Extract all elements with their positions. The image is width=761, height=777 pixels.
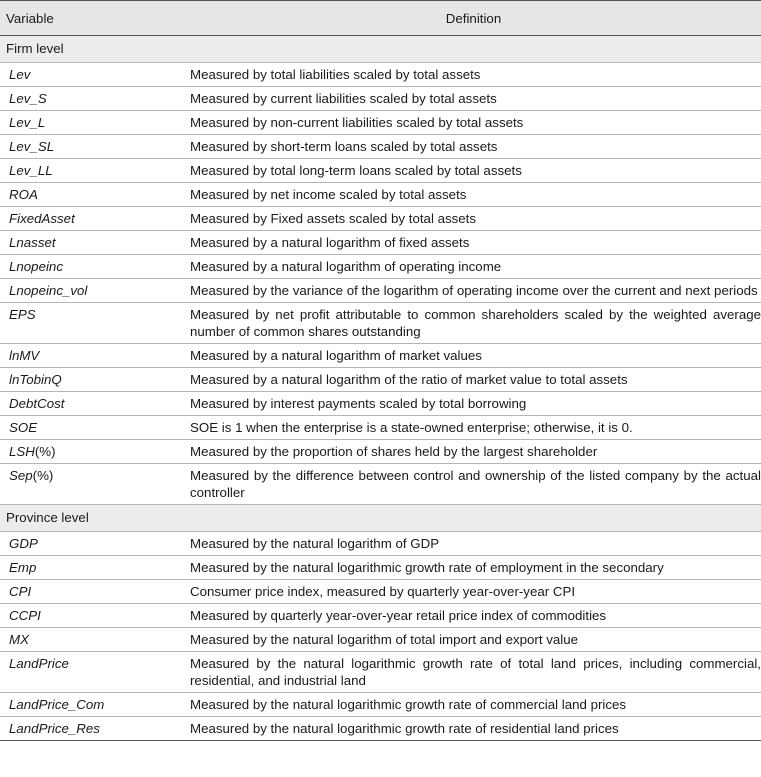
table-header — [0, 1, 761, 36]
definition-cell: Measured by the proportion of shares held by the largest shareholder — [186, 440, 761, 464]
table-row — [0, 580, 761, 604]
definition-cell: Measured by the natural logarithmic growth rate of employment in the secondary — [186, 556, 761, 580]
table-row — [0, 628, 761, 652]
variable-cell — [0, 416, 186, 440]
definition-cell: Measured by the natural logarithmic growth rate of total land prices, including commercial, residential, and industrial land — [186, 652, 761, 693]
variable-cell — [0, 392, 186, 416]
variable-cell — [0, 207, 186, 231]
variable-name: Sep — [9, 468, 33, 483]
definition-cell: Measured by current liabilities scaled by total assets — [186, 87, 761, 111]
variable-name: DebtCost — [9, 396, 65, 411]
section-title: Firm level — [0, 36, 761, 63]
definition-cell: Measured by the natural logarithmic growth rate of residential land prices — [186, 717, 761, 741]
variable-name: LandPrice_Com — [9, 697, 105, 712]
table-row — [0, 440, 761, 464]
table-row — [0, 652, 761, 693]
variable-cell — [0, 532, 186, 556]
table-row — [0, 135, 761, 159]
table-row — [0, 604, 761, 628]
table-row — [0, 344, 761, 368]
variable-cell — [0, 87, 186, 111]
variable-unit: (%) — [32, 468, 54, 483]
table-row — [0, 392, 761, 416]
variable-name: lnMV — [9, 348, 40, 363]
table-row — [0, 416, 761, 440]
table-row — [0, 183, 761, 207]
variable-name: Lev_L — [9, 115, 46, 130]
variable-name: Lnasset — [9, 235, 56, 250]
table-row — [0, 279, 761, 303]
table-row — [0, 368, 761, 392]
variable-cell — [0, 159, 186, 183]
variable-name: Lev_SL — [9, 139, 55, 154]
variable-name: FixedAsset — [9, 211, 75, 226]
variable-cell — [0, 464, 186, 505]
variable-cell — [0, 604, 186, 628]
table-body — [0, 36, 761, 741]
section-row — [0, 505, 761, 532]
table-row — [0, 532, 761, 556]
header-variable: Variable — [0, 1, 186, 36]
table-row — [0, 255, 761, 279]
variable-name: Lnopeinc — [9, 259, 63, 274]
variable-cell — [0, 556, 186, 580]
variable-name: EPS — [9, 307, 36, 322]
definition-cell: Measured by net profit attributable to common shareholders scaled by the weighted average number of common shares outstanding — [186, 303, 761, 344]
definition-cell: Measured by a natural logarithm of fixed assets — [186, 231, 761, 255]
variable-name: CPI — [9, 584, 32, 599]
variable-name: Lev — [9, 67, 31, 82]
definition-cell: Measured by the natural logarithm of total import and export value — [186, 628, 761, 652]
variable-cell — [0, 652, 186, 693]
definition-cell: Measured by the natural logarithm of GDP — [186, 532, 761, 556]
section-row — [0, 36, 761, 63]
table-row — [0, 464, 761, 505]
table-row — [0, 717, 761, 741]
table-row — [0, 556, 761, 580]
definition-cell: Measured by the difference between control and ownership of the listed company by the actual controller — [186, 464, 761, 505]
table-row — [0, 159, 761, 183]
variable-cell — [0, 111, 186, 135]
definition-cell: Measured by short-term loans scaled by total assets — [186, 135, 761, 159]
variable-cell — [0, 63, 186, 87]
variable-name: GDP — [9, 536, 38, 551]
variable-name: LandPrice — [9, 656, 69, 671]
table-row — [0, 111, 761, 135]
definition-cell: Measured by non-current liabilities scaled by total assets — [186, 111, 761, 135]
variable-name: CCPI — [9, 608, 41, 623]
variable-cell — [0, 255, 186, 279]
variable-cell — [0, 135, 186, 159]
definition-cell: Measured by total long-term loans scaled by total assets — [186, 159, 761, 183]
variable-name: ROA — [9, 187, 38, 202]
definition-cell: Measured by Fixed assets scaled by total assets — [186, 207, 761, 231]
variable-name: Lev_S — [9, 91, 47, 106]
variable-name: Lnopeinc_vol — [9, 283, 88, 298]
variable-cell — [0, 279, 186, 303]
definition-cell: Measured by the variance of the logarithm of operating income over the current and next periods — [186, 279, 761, 303]
definition-cell: Measured by total liabilities scaled by total assets — [186, 63, 761, 87]
table-row — [0, 87, 761, 111]
table-row — [0, 231, 761, 255]
variable-cell — [0, 693, 186, 717]
definition-cell: Measured by the natural logarithmic growth rate of commercial land prices — [186, 693, 761, 717]
header-row — [0, 1, 761, 36]
variable-unit: (%) — [34, 444, 56, 459]
table-row — [0, 63, 761, 87]
definition-cell: Measured by interest payments scaled by total borrowing — [186, 392, 761, 416]
variable-cell — [0, 580, 186, 604]
variable-cell — [0, 303, 186, 344]
definition-cell: Measured by net income scaled by total assets — [186, 183, 761, 207]
variable-cell — [0, 368, 186, 392]
header-definition: Definition — [186, 1, 761, 36]
variable-name: LSH — [9, 444, 35, 459]
variable-name: MX — [9, 632, 29, 647]
definition-cell: Measured by quarterly year-over-year retail price index of commodities — [186, 604, 761, 628]
table-row — [0, 303, 761, 344]
definition-cell: Measured by a natural logarithm of the ratio of market value to total assets — [186, 368, 761, 392]
variable-name: Lev_LL — [9, 163, 53, 178]
section-title: Province level — [0, 505, 761, 532]
variable-name: lnTobinQ — [9, 372, 62, 387]
variable-cell — [0, 183, 186, 207]
variable-name: LandPrice_Res — [9, 721, 100, 736]
variable-cell — [0, 440, 186, 464]
definition-cell: Measured by a natural logarithm of operating income — [186, 255, 761, 279]
variable-cell — [0, 628, 186, 652]
variable-name: Emp — [9, 560, 37, 575]
variable-name: SOE — [9, 420, 38, 435]
variable-cell — [0, 231, 186, 255]
definition-cell: Consumer price index, measured by quarterly year-over-year CPI — [186, 580, 761, 604]
variable-cell — [0, 717, 186, 741]
variable-cell — [0, 344, 186, 368]
table-row — [0, 207, 761, 231]
table-row — [0, 693, 761, 717]
definition-cell: SOE is 1 when the enterprise is a state-owned enterprise; otherwise, it is 0. — [186, 416, 761, 440]
definition-cell: Measured by a natural logarithm of market values — [186, 344, 761, 368]
